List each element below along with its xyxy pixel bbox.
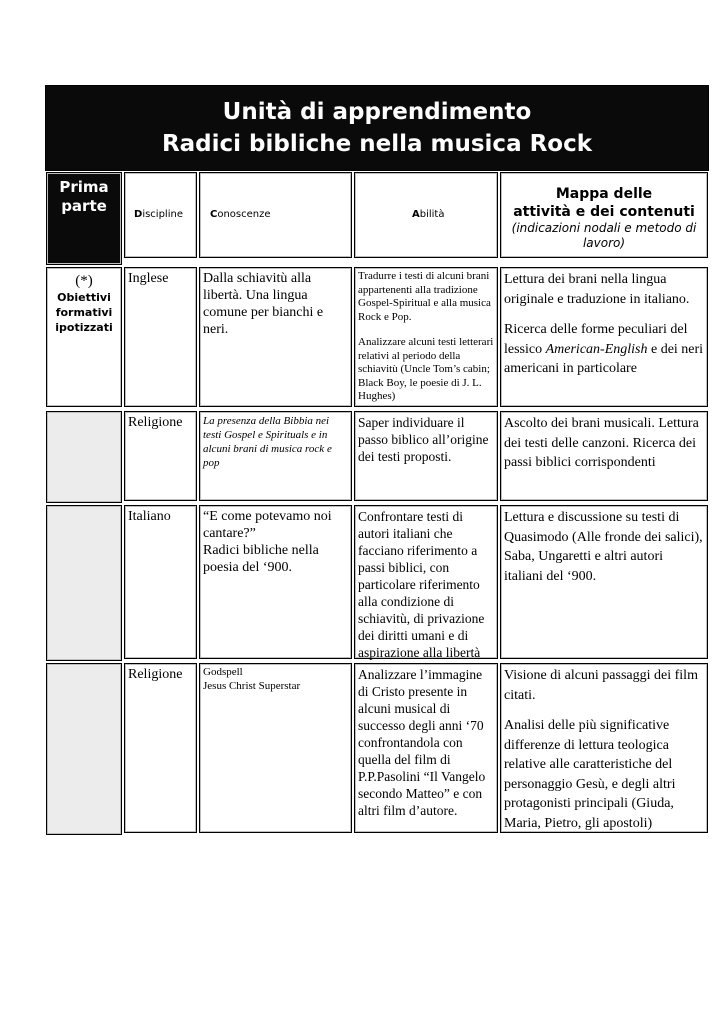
side-cell xyxy=(46,663,122,835)
table-row xyxy=(45,662,709,836)
conoscenze-cell: Godspell Jesus Christ Superstar xyxy=(199,663,352,833)
objectives-label: (*) Obiettivi formativi ipotizzati xyxy=(46,267,122,407)
learning-unit-table xyxy=(45,171,709,836)
conoscenze-cell: La presenza della Bibbia nei testi Gospel e Spirituals e in alcuni brani di musica rock e pop xyxy=(199,411,352,501)
prima-parte-label: Prima parte xyxy=(46,172,122,265)
attivita-cell: Visione di alcuni passaggi dei film citati. Analisi delle più significative differenze di lettura teologica relative alle caratteristiche del personaggio Gesù, e degli altri protagonisti principali (Giuda, Maria, Pietro, gli apostoli) xyxy=(500,663,708,833)
document-page xyxy=(45,85,709,836)
discipline-cell: Religione xyxy=(124,663,197,833)
title-line-2: Radici bibliche nella musica Rock xyxy=(161,131,593,157)
abilita-cell: Saper individuare il passo biblico all’origine dei testi proposti. xyxy=(354,411,498,501)
abilita-cell: Tradurre i testi di alcuni brani appartenenti alla tradizione Gospel-Spiritual e alla musica Rock e Pop. Analizzare alcuni testi letterari relativi al periodo della schiavitù (Uncle Tom’s cabin; Black Boy, le poesie di J. L. Hughes) xyxy=(354,267,498,407)
attivita-cell: Lettura dei brani nella lingua originale e traduzione in italiano. Ricerca delle forme peculiari del lessico American-English e dei neri americani in particolare xyxy=(500,267,708,407)
table-row xyxy=(45,504,709,662)
conoscenze-cell: Dalla schiavitù alla libertà. Una lingua comune per bianchi e neri. xyxy=(199,267,352,407)
header-row xyxy=(45,171,709,266)
abilita-cell: Analizzare l’immagine di Cristo presente in alcuni musical di successo degli anni ‘70 confrontandola con quella del film di P.P.Pasolini “Il Vangelo secondo Matteo” e con altri film d’autore. xyxy=(354,663,498,833)
conoscenze-cell: “E come potevamo noi cantare?” Radici bibliche nella poesia del ‘900. xyxy=(199,505,352,659)
header-discipline: Discipline xyxy=(124,172,197,258)
table-row xyxy=(45,410,709,504)
attivita-cell: Ascolto dei brani musicali. Lettura dei testi delle canzoni. Ricerca dei passi biblici corrispondenti xyxy=(500,411,708,501)
title-line-1: Unità di apprendimento xyxy=(222,99,532,125)
side-cell xyxy=(46,505,122,661)
header-mappa: Mappa delle attività e dei contenuti (indicazioni nodali e metodo di lavoro) xyxy=(500,172,708,258)
side-cell xyxy=(46,411,122,503)
attivita-cell: Lettura e discussione su testi di Quasimodo (Alle fronde dei salici), Saba, Ungaretti e altri autori italiani del ‘900. xyxy=(500,505,708,659)
discipline-cell: Religione xyxy=(124,411,197,501)
title-block xyxy=(45,85,709,171)
table-row xyxy=(45,266,709,410)
header-conoscenze: Conoscenze xyxy=(199,172,352,258)
discipline-cell: Italiano xyxy=(124,505,197,659)
discipline-cell: Inglese xyxy=(124,267,197,407)
abilita-cell: Confrontare testi di autori italiani che facciano riferimento a passi biblici, con particolare riferimento alla condizione di schiavitù, di privazione dei diritti umani e di aspirazione alla libertà xyxy=(354,505,498,659)
header-abilita: Abilità xyxy=(354,172,498,258)
